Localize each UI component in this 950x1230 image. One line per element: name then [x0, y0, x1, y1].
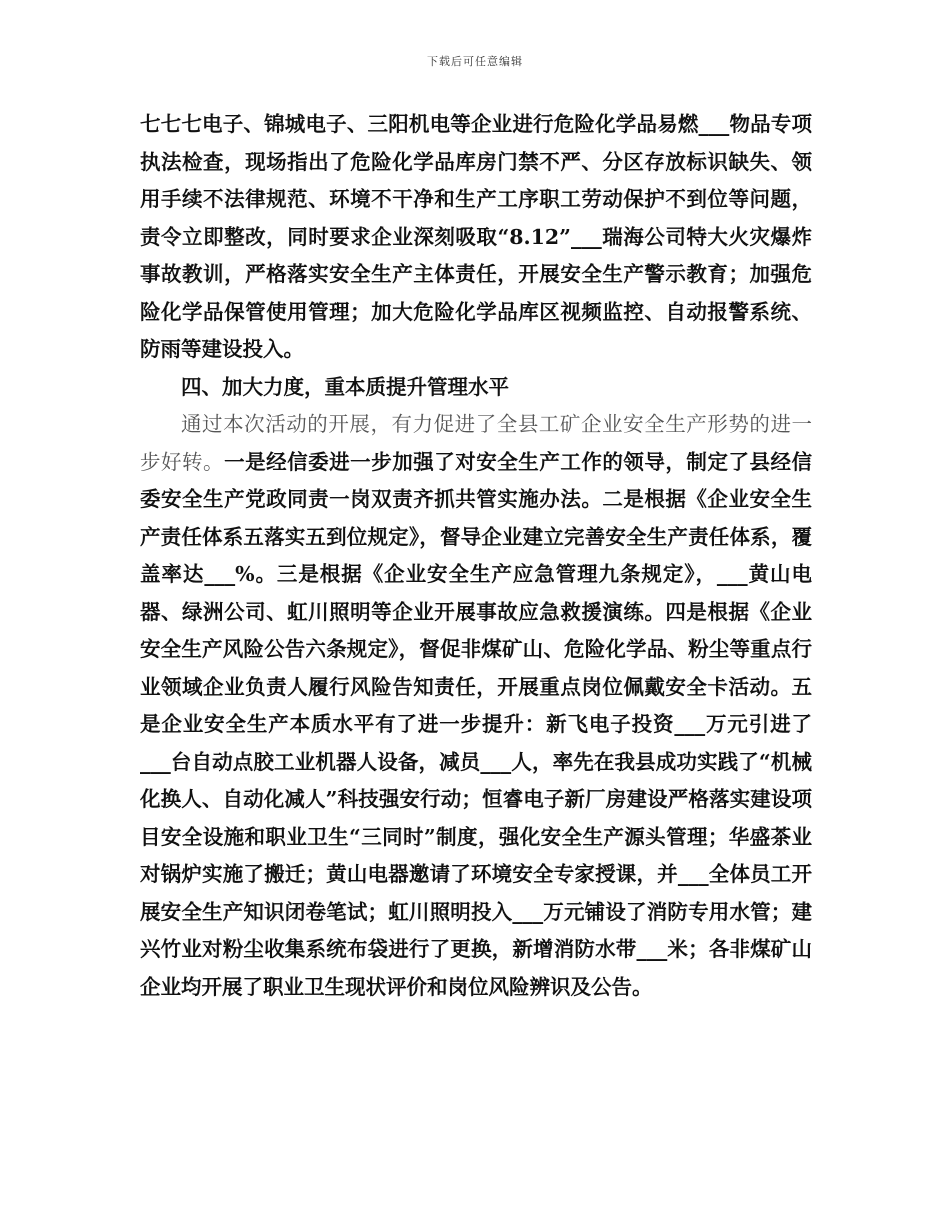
page-header: 下载后可任意编辑: [427, 55, 523, 68]
paragraph-results-body: 一是经信委进一步加强了对安全生产工作的领导，制定了县经信委安全生产党政同责一岗双责齐抓共管实施办法。二是根据《企业安全生产责任体系五落实五到位规定》，督导企业建立完善安全生产责任体系，覆盖率达___%。三是根据《企业安全生产应急管理九条规定》，___黄山电器、绿洲公司、虹川照明等企业开展事故应急救援演练。四是根据《企业安全生产风险公告六条规定》，督促非煤矿山、危险化学品、粉尘等重点行业领域企业负责人履行风险告知责任，开展重点岗位佩戴安全卡活动。五是企业安全生产本质水平有了进一步提升：新飞电子投资___万元引进了___台自动点胶工业机器人设备，减员___人，率先在我县成功实践了“机械化换人、自动化减人”科技强安行动；恒睿电子新厂房建设严格落实建设项目安全设施和职业卫生“三同时”制度，强化安全生产源头管理；华盛茶业对锅炉实施了搬迁；黄山电器邀请了环境安全专家授课，并___全体员工开展安全生产知识闭卷笔试；虹川照明投入___万元铺设了消防专用水管；建兴竹业对粉尘收集系统布袋进行了更换，新增消防水带___米；各非煤矿山企业均开展了职业卫生现状评价和岗位风险辨识及公告。: [140, 449, 813, 999]
paragraph-results-lead: 通过本次活动的开展，有力促进了全县工矿企业安全生产形势的进一步好转。: [140, 412, 812, 474]
section-heading: 四、加大力度，重本质提升管理水平: [181, 374, 509, 399]
paragraph-inspection: 七七七电子、锦城电子、三阳机电等企业进行危险化学品易燃___物品专项执法检查，现场指出了危险化学品库房门禁不严、分区存放标识缺失、领用手续不法律规范、环境不干净和生产工序职工劳动保护不到位等问题，责令立即整改，同时要求企业深刻吸取“8.12”___瑞海公司特大火灾爆炸事故教训，严格落实安全生产主体责任，开展安全生产警示教育；加强危险化学品保管使用管理；加大危险化学品库区视频监控、自动报警系统、防雨等建设投入。: [140, 112, 812, 361]
document-body: [140, 106, 812, 1006]
paragraph-results: [140, 406, 812, 1006]
